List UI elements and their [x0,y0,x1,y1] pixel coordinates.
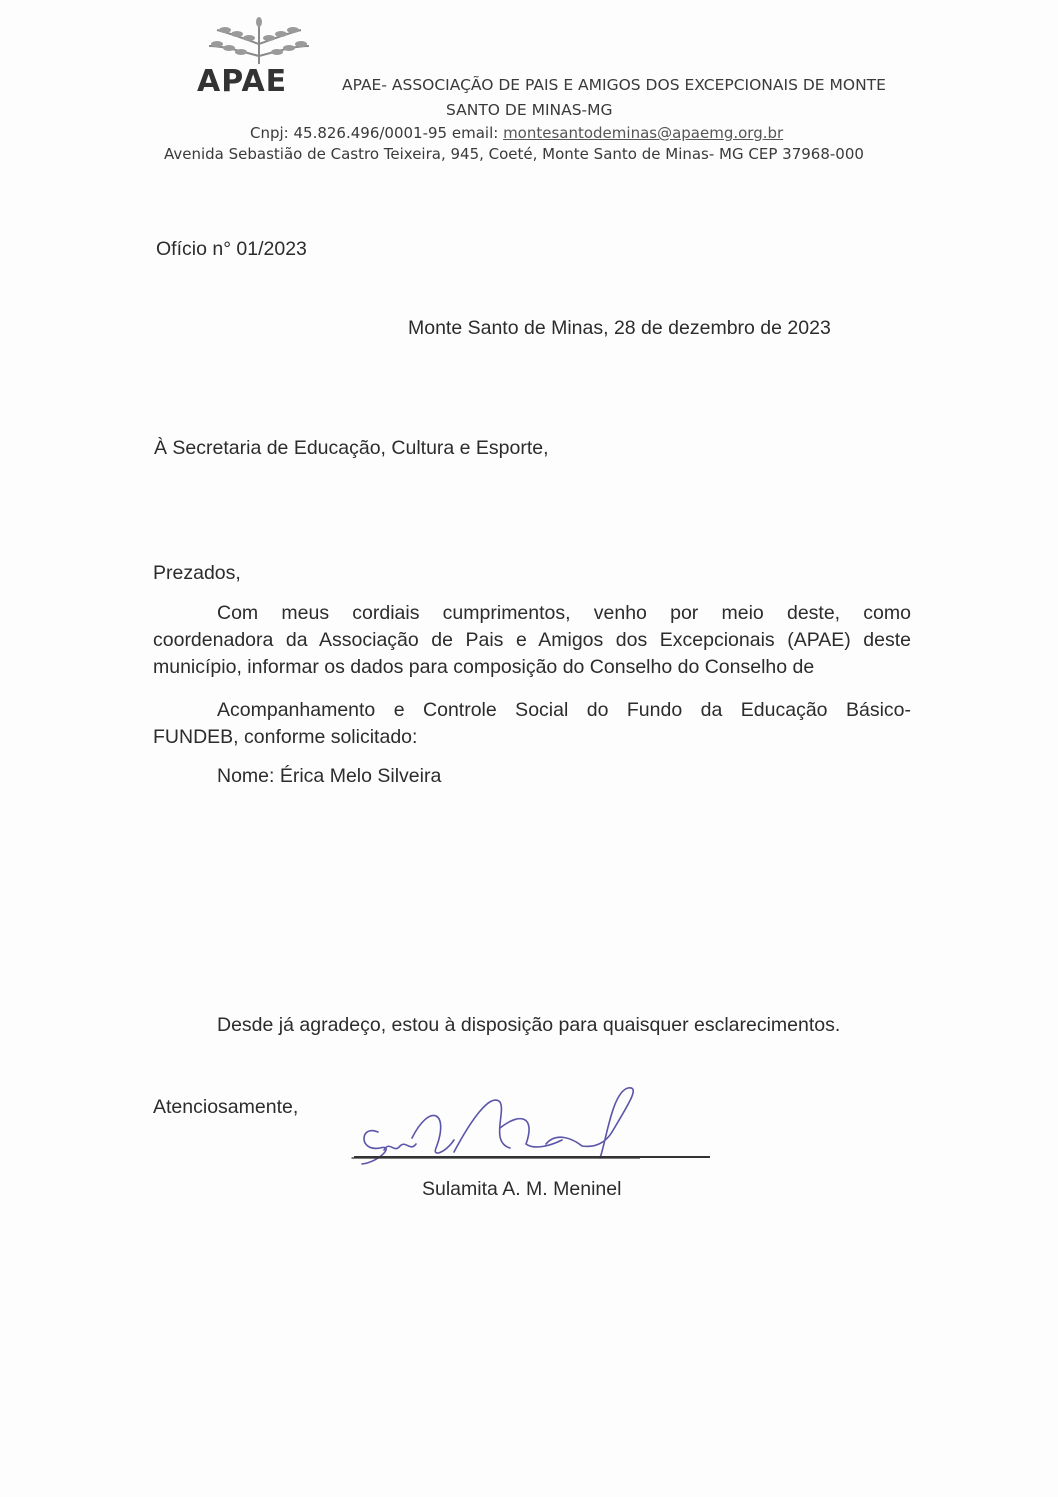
paragraph1-line1: Com meus cordiais cumprimentos, venho por meio deste, como [217,602,911,624]
signatory-name: Sulamita A. M. Meninel [422,1178,622,1200]
recipient: À Secretaria de Educação, Cultura e Esporte, [154,437,549,459]
closing: Atenciosamente, [153,1096,299,1118]
contact-line [250,124,783,142]
place-date: Monte Santo de Minas, 28 de dezembro de 2023 [408,317,831,339]
letter-reference: Ofício n° 01/2023 [156,238,307,260]
address-line: Avenida Sebastião de Castro Teixeira, 945, Coeté, Monte Santo de Minas- MG CEP 37968-000 [164,145,864,163]
paragraph2-line1: Acompanhamento e Controle Social do Fundo da Educação Básico- [217,699,911,721]
member-name: Nome: Érica Melo Silveira [217,765,442,787]
cnpj-text: Cnpj: 45.826.496/0001-95 email: [250,124,504,142]
org-name-line2: SANTO DE MINAS-MG [446,101,613,119]
signature-line [354,1156,710,1158]
paragraph1-line3: município, informar os dados para composição do Conselho do Conselho de [153,656,815,678]
paragraph1-line2: coordenadora da Associação de Pais e Amigos dos Excepcionais (APAE) deste [153,629,911,651]
paragraph2-line2: FUNDEB, conforme solicitado: [153,726,418,748]
org-name-line1: APAE- ASSOCIAÇÃO DE PAIS E AMIGOS DOS EXCEPCIONAIS DE MONTE [342,76,886,94]
apae-logo-emblem [203,16,315,66]
thanks-line: Desde já agradeço, estou à disposição para quaisquer esclarecimentos. [217,1014,841,1036]
email-link[interactable]: montesantodeminas@apaemg.org.br [503,124,784,142]
apae-logo-text: APAE [197,64,288,99]
greeting: Prezados, [153,562,241,584]
